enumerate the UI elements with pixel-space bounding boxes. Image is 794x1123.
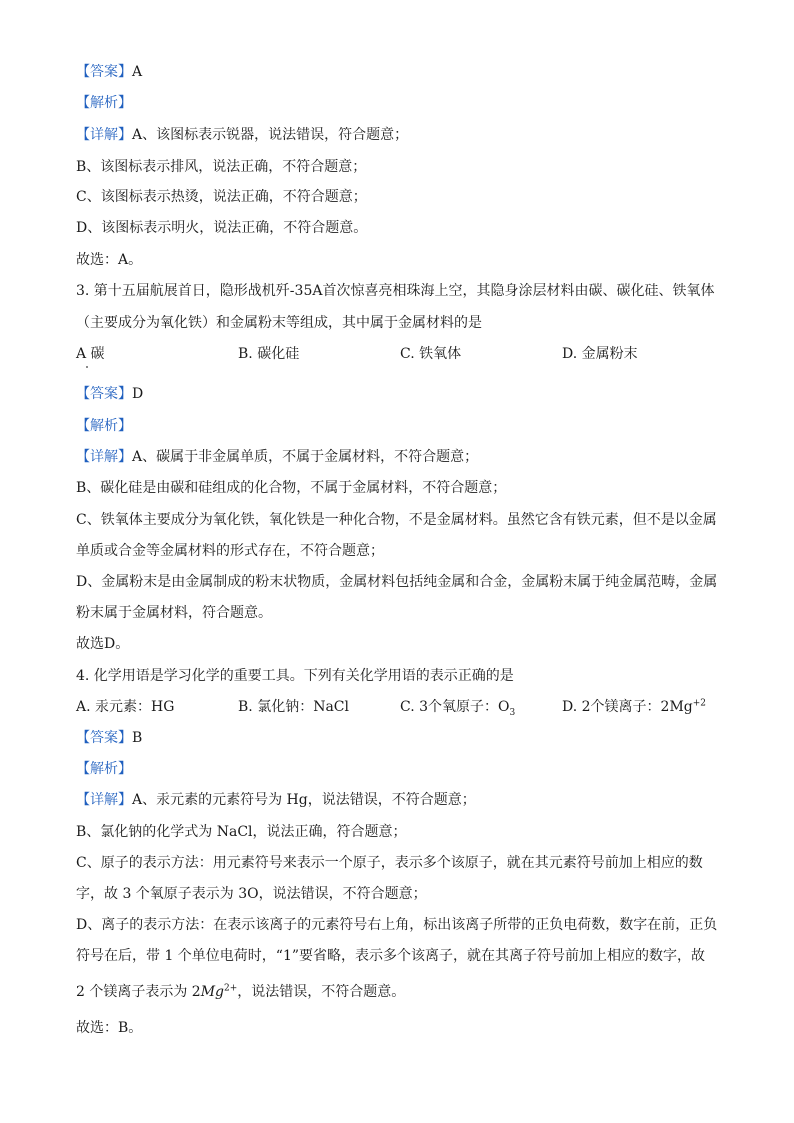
answer-line [76,62,726,82]
analysis-tag: 【解析】 [76,418,132,434]
explanation-b: B、碳化硅是由碳和硅组成的化合物，不属于金属材料，不符合题意； [76,480,507,496]
analysis-line [76,759,726,779]
answer-value: D [132,386,144,402]
explanation-b: B、该图标表示排风，说法正确，不符合题意； [76,159,367,175]
conclusion: 故选：B。 [76,1020,143,1036]
option-b: B. 氯化钠：NaCl [238,699,349,715]
conclusion: 故选D。 [76,636,130,652]
option-c: C. 铁氧体 [400,346,462,362]
explanation-d-line3-prefix: 2 个镁离子表示为 2 [76,984,201,1000]
question-3-stem-line1: 3. 第十五届航展首日，隐形战机歼-35A首次惊喜亮相珠海上空，其隐身涂层材料由碳、碳化硅、铁氧体 [76,283,715,299]
option-c-text: C. 3个氧原子：O [400,699,510,715]
question-3-options [76,344,726,364]
analysis-line [76,416,726,436]
detail-text: A、该图标表示锐器，说法错误，符合题意； [132,127,409,143]
explanation-c-line1: C、原子的表示方法：用元素符号来表示一个原子，表示多个该原子，就在其元素符号前加上相应的数 [76,855,703,871]
option-d [562,697,706,717]
detail-line [76,790,726,810]
explanation-d-line1: D、离子的表示方法：在表示该离子的元素符号右上角，标出该离子所带的正负电荷数，数字在前，正负 [76,917,718,933]
explanation-b: B、氯化钠的化学式为 NaCl，说法正确，符合题意； [76,824,407,840]
option-c-subscript: 3 [509,707,516,718]
question-4-options [76,697,726,717]
detail-tag: 【详解】 [76,127,132,143]
ion-formula: Mg [200,984,225,1000]
explanation-d-line3 [76,982,726,1002]
analysis-tag: 【解析】 [76,95,132,111]
analysis-tag: 【解析】 [76,761,132,777]
option-d-text: D. 2个镁离子：2Mg [562,699,693,715]
detail-line [76,125,726,145]
explanation-c: C、该图标表示热烫，说法正确，不符合题意； [76,189,367,205]
stray-dot [86,366,88,368]
answer-tag: 【答案】 [76,64,132,80]
explanation-c-line2: 单质或合金等金属材料的形式存在，不符合题意； [76,543,384,559]
detail-text: A、汞元素的元素符号为 Hg，说法错误，不符合题意； [132,792,476,808]
option-a: A 碳 [76,346,105,362]
question-3-stem-line2: （主要成分为氧化铁）和金属粉末等组成，其中属于金属材料的是 [76,315,482,331]
option-d-superscript: +2 [692,698,707,709]
question-4-stem: 4. 化学用语是学习化学的重要工具。下列有关化学用语的表示正确的是 [76,668,514,684]
answer-line [76,384,726,404]
option-b: B. 碳化硅 [238,346,300,362]
answer-value: B [132,730,143,746]
detail-tag: 【详解】 [76,792,132,808]
conclusion: 故选：A。 [76,252,143,268]
explanation-c-line2: 字，故 3 个氧原子表示为 3O，说法错误，不符合题意； [76,886,427,902]
answer-tag: 【答案】 [76,730,132,746]
option-d: D. 金属粉末 [562,346,638,362]
explanation-d-line3-suffix: ，说法错误，不符合题意。 [237,984,406,1000]
option-c [400,697,515,717]
ion-charge: 2+ [224,983,238,994]
detail-tag: 【详解】 [76,449,132,465]
answer-value: A [132,64,143,80]
answer-tag: 【答案】 [76,386,132,402]
detail-text: A、碳属于非金属单质，不属于金属材料，不符合题意； [132,449,479,465]
explanation-d-line1: D、金属粉末是由金属制成的粉末状物质，金属材料包括纯金属和合金，金属粉末属于纯金属范畴，金属 [76,574,718,590]
detail-line [76,447,726,467]
explanation-d-line2: 粉末属于金属材料，符合题意。 [76,605,272,621]
option-a: A. 汞元素：HG [76,699,175,715]
analysis-line [76,93,726,113]
explanation-d: D、该图标表示明火，说法正确，不符合题意。 [76,220,368,236]
answer-line [76,728,726,748]
explanation-c-line1: C、铁氧体主要成分为氧化铁，氧化铁是一种化合物，不是金属材料。虽然它含有铁元素，但不是以金属 [76,512,717,528]
explanation-d-line2: 符号在后，带 1 个单位电荷时，“1”要省略，表示多个该离子，就在其离子符号前加上相应的数字，故 [76,948,706,964]
